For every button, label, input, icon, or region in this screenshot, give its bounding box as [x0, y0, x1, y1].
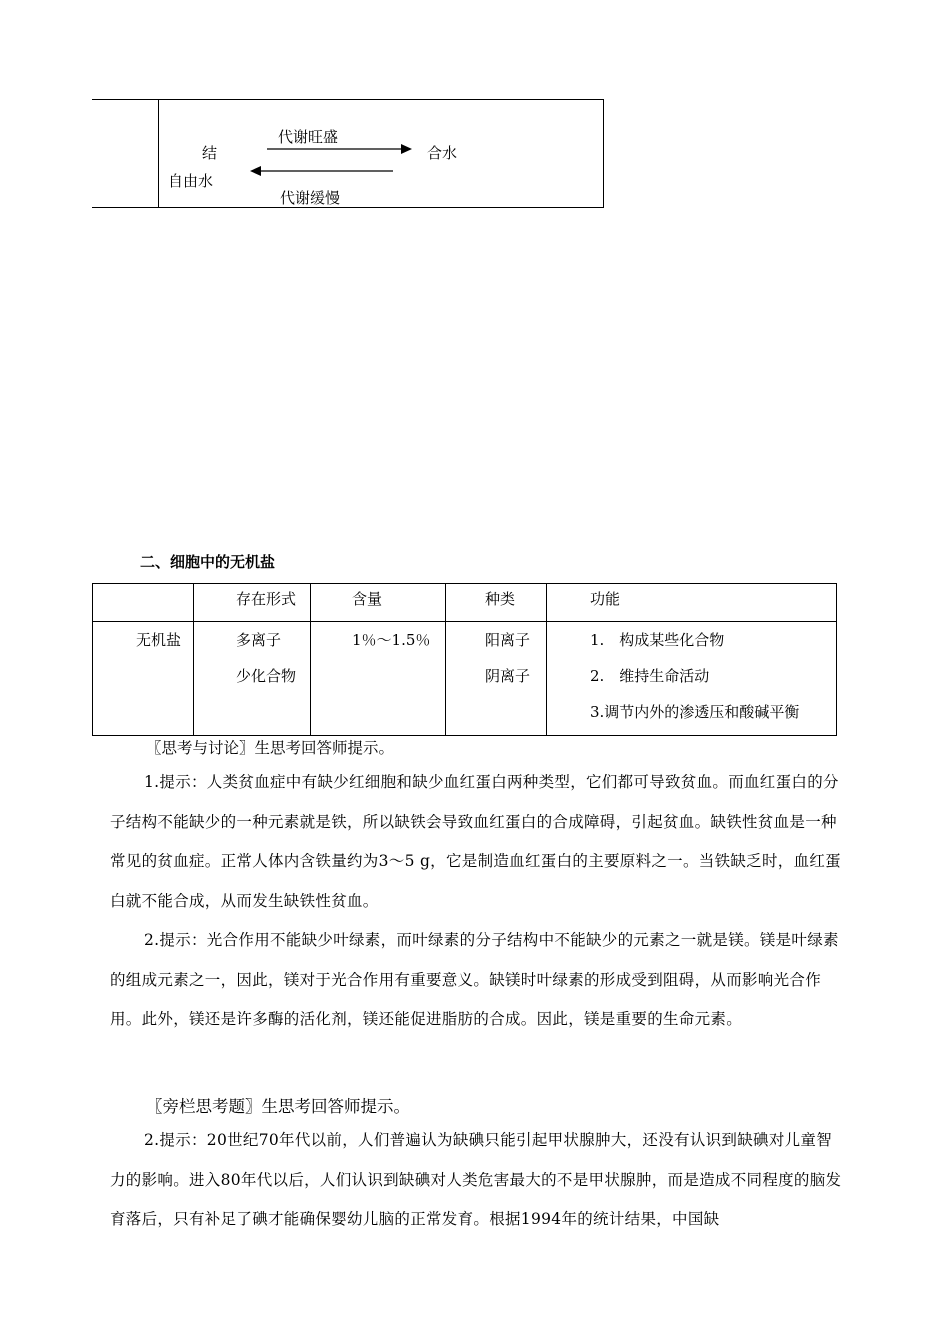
header-cell-form: 存在形式 — [194, 584, 311, 622]
left-label-bottom: 自由水 — [168, 172, 214, 190]
table-row — [93, 622, 837, 736]
function-cell: 1. 构成某些化合物 2. 维持生命活动 3.调节内外的渗透压和酸碱平衡 — [547, 622, 837, 736]
arrow-bottom-label: 代谢缓慢 — [280, 189, 341, 207]
table-right-border — [603, 99, 604, 208]
header-cell-empty — [93, 584, 194, 622]
header-cell-type: 种类 — [446, 584, 547, 622]
left-label-top: 结 — [202, 144, 218, 162]
discussion-paragraph-2: 2.提示：光合作用不能缺少叶绿素，而叶绿素的分子结构中不能缺少的元素之一就是镁。镁是叶绿素的组成元素之一，因此，镁对于光合作用有重要意义。缺镁时叶绿素的形成受到阻碍，从而影响光合作用。此外，镁还是许多酶的活化剂，镁还能促进脂肪的合成。因此，镁是重要的生命元素。 — [110, 931, 839, 1028]
discussion-heading: 〖思考与讨论〗生思考回答师提示。 — [146, 739, 395, 757]
table-top-border — [92, 99, 604, 100]
row-label-cell: 无机盐 — [93, 622, 194, 736]
inorganic-salt-table — [92, 583, 837, 736]
table-header-row — [93, 584, 837, 622]
type-cell: 阳离子 阴离子 — [446, 622, 547, 736]
sidebar-paragraph-1: 2.提示：20世纪70年代以前，人们普遍认为缺碘只能引起甲状腺肿大，还没有认识到缺碘对儿童智力的影响。进入80年代以后，人们认识到缺碘对人类危害最大的不是甲状腺肿，而是造成不同程度的脑发育落后，只有补足了碘才能确保婴幼儿脑的正常发育。根据1994年的统计结果，中国缺 — [110, 1131, 842, 1228]
right-arrow-icon — [267, 143, 413, 155]
header-cell-function: 功能 — [547, 584, 837, 622]
table-column-divider — [158, 99, 159, 208]
left-arrow-icon — [250, 165, 394, 177]
table-bottom-border — [92, 207, 604, 208]
sidebar-heading: 〖旁栏思考题〗生思考回答师提示。 — [146, 1097, 410, 1116]
form-cell: 多离子 少化合物 — [194, 622, 311, 736]
content-cell: 1％～1.5％ — [311, 622, 446, 736]
discussion-paragraph-1: 1.提示：人类贫血症中有缺少红细胞和缺少血红蛋白两种类型，它们都可导致贫血。而血红蛋白的分子结构不能缺少的一种元素就是铁，所以缺铁会导致血红蛋白的合成障碍，引起贫血。缺铁性贫血是一种常见的贫血症。正常人体内含铁量约为3～5 g，它是制造血红蛋白的主要原料之一。当铁缺乏时，血红蛋白就不能合成，从而发生缺铁性贫血。 — [110, 773, 841, 910]
right-label: 合水 — [427, 144, 458, 162]
section-title: 二、细胞中的无机盐 — [140, 553, 276, 571]
arrow-top-label: 代谢旺盛 — [278, 128, 339, 146]
header-cell-content: 含量 — [311, 584, 446, 622]
